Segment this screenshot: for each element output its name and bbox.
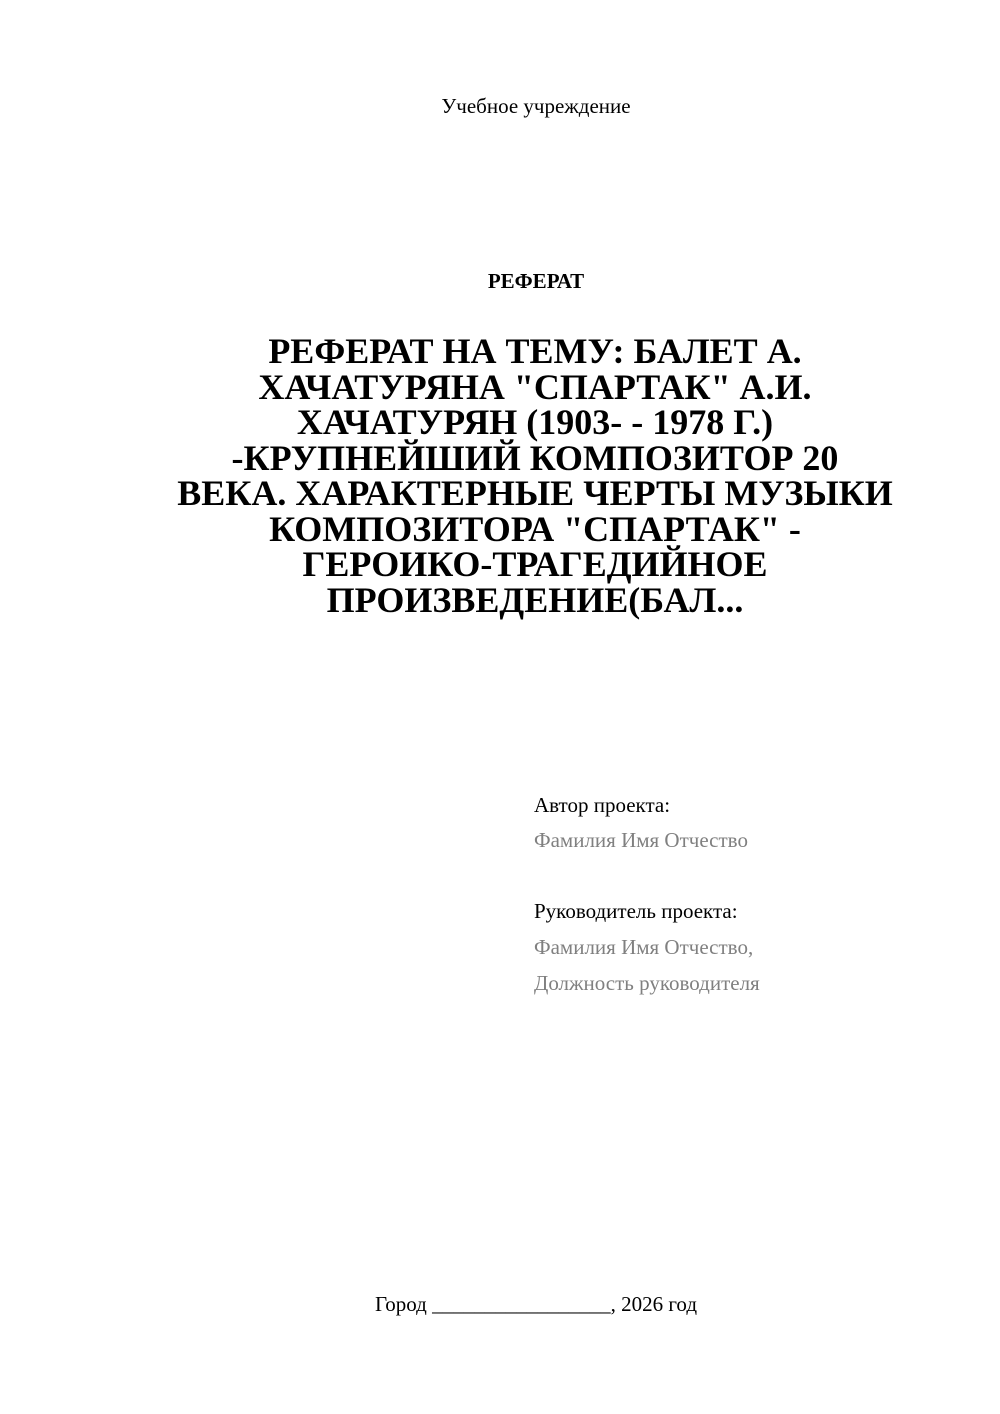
title-line: -КРУПНЕЙШИЙ КОМПОЗИТОР 20 — [231, 437, 839, 478]
title-line: ХАЧАТУРЯН (1903- - 1978 Г.) — [296, 402, 774, 442]
title-line: ГЕРОИКО-ТРАГЕДИЙНОЕ — [302, 544, 768, 584]
supervisor-position: Должность руководителя — [534, 971, 760, 995]
supervisor-name: Фамилия Имя Отчество, — [534, 935, 754, 959]
title-line: РЕФЕРАТ НА ТЕМУ: БАЛЕТ А. — [268, 331, 802, 371]
author-block — [534, 788, 974, 858]
title-line: ПРОИЗВЕДЕНИЕ(БАЛ... — [326, 579, 744, 620]
supervisor-block — [534, 893, 974, 1001]
document-type: РЕФЕРАТ — [487, 269, 585, 293]
document-title — [145, 331, 925, 620]
institution-name: Учебное учреждение — [441, 94, 631, 118]
title-line: ХАЧАТУРЯНА "СПАРТАК" А.И. — [258, 366, 812, 407]
supervisor-label: Руководитель проекта: — [534, 899, 738, 923]
city-year-line: Город _________________, 2026 год — [374, 1292, 698, 1316]
author-name: Фамилия Имя Отчество — [534, 828, 748, 852]
title-line: КОМПОЗИТОРА "СПАРТАК" - — [269, 508, 801, 549]
title-line: ВЕКА. ХАРАКТЕРНЫЕ ЧЕРТЫ МУЗЫКИ — [177, 473, 893, 513]
author-label: Автор проекта: — [534, 793, 671, 817]
